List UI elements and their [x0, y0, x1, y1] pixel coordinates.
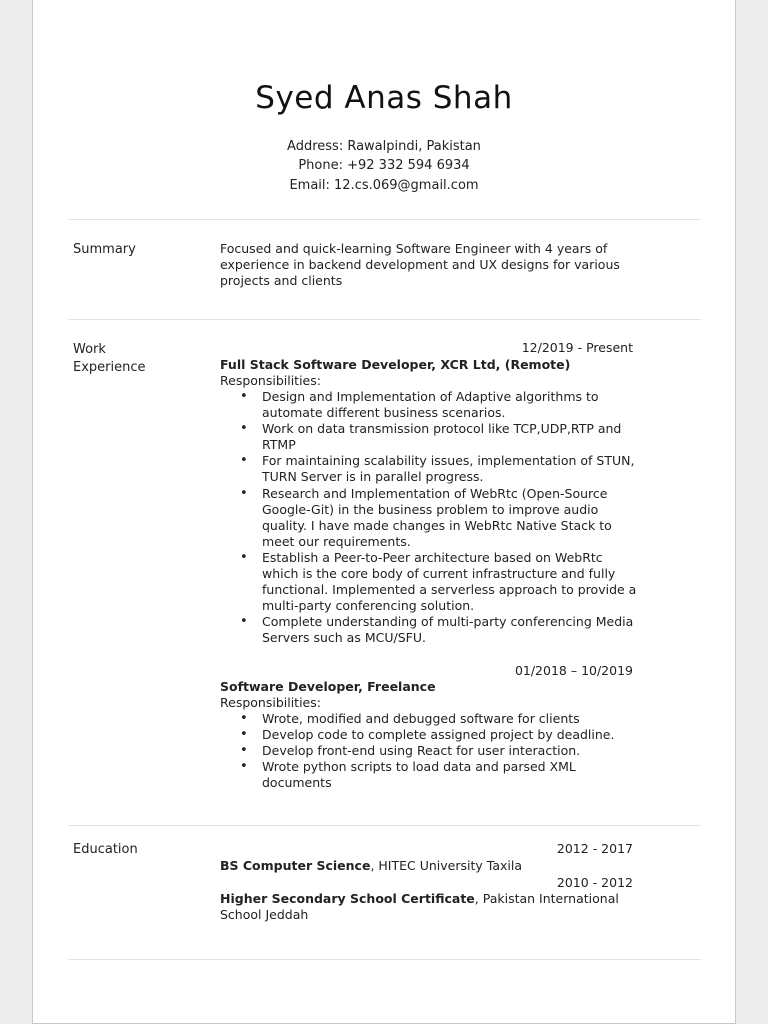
education-2-entry — [220, 891, 638, 923]
job-2-title: Software Developer, Freelance — [220, 679, 436, 694]
list-item: • Research and Implementation of WebRtc (Open-Source Google-Git) in the business problem to improve audio quality. I have made changes in WebRtc Native Stack to meet our requirements. — [240, 485, 612, 549]
list-item: • Wrote, modified and debugged software for clients — [240, 711, 580, 726]
education-2-institution: , Pakistan International School Jeddah — [220, 891, 619, 922]
summary-label: Summary — [73, 242, 136, 257]
work-label-line1: Work — [73, 342, 106, 357]
education-2-degree: Higher Secondary School Certificate — [220, 891, 475, 906]
bullet-icon: • — [240, 743, 248, 759]
bullet-icon: • — [240, 614, 248, 630]
bullet-icon: • — [240, 711, 248, 726]
job-2-dates: 01/2018 – 10/2019 — [514, 663, 633, 678]
bullet-icon: • — [240, 549, 248, 565]
divider — [68, 319, 701, 320]
education-label: Education — [73, 842, 138, 857]
phone-line: Phone: +92 332 594 6934 — [298, 158, 470, 173]
resume-name: Syed Anas Shah — [255, 80, 513, 116]
email-line: Email: 12.cs.069@gmail.com — [289, 178, 479, 193]
job-2-responsibilities-label: Responsibilities: — [220, 695, 321, 710]
list-item: • For maintaining scalability issues, implementation of STUN, TURN Server is in parallel progress. — [240, 453, 635, 485]
job-2-responsibilities-list — [220, 711, 640, 791]
resume-page — [32, 0, 736, 1024]
work-experience-label — [73, 341, 203, 377]
education-1-dates: 2012 - 2017 — [556, 841, 633, 856]
job-1-responsibilities-label: Responsibilities: — [220, 373, 321, 388]
bullet-icon: • — [240, 727, 248, 743]
list-item: • Establish a Peer-to-Peer architecture based on WebRtc which is the core body of current infrastructure and fully functional. Implemented a serverless approach to provide a multi-party conferencing solution. — [240, 549, 637, 614]
bullet-icon: • — [240, 453, 248, 469]
list-item: • Wrote python scripts to load data and parsed XML documents — [240, 759, 576, 791]
divider — [68, 959, 701, 960]
list-item: • Develop front-end using React for user interaction. — [240, 743, 581, 759]
education-2-dates: 2010 - 2012 — [556, 875, 633, 890]
bullet-icon: • — [240, 421, 248, 437]
list-item: • Work on data transmission protocol like TCP,UDP,RTP and RTMP — [240, 421, 622, 453]
divider — [68, 825, 701, 826]
bullet-icon: • — [240, 389, 248, 404]
bullet-icon: • — [240, 485, 248, 501]
list-item: • Complete understanding of multi-party conferencing Media Servers such as MCU/SFU. — [240, 614, 634, 646]
job-1-title: Full Stack Software Developer, XCR Ltd, (Remote) — [220, 357, 571, 372]
address-line: Address: Rawalpindi, Pakistan — [287, 139, 481, 154]
education-1-institution: , HITEC University Taxila — [370, 858, 522, 873]
list-item: • Develop code to complete assigned project by deadline. — [240, 727, 615, 743]
summary-text: Focused and quick-learning Software Engineer with 4 years of experience in backend development and UX designs for various projects and clients — [220, 241, 620, 288]
job-1-responsibilities-list — [220, 389, 640, 647]
job-1-dates: 12/2019 - Present — [521, 340, 633, 355]
divider — [68, 219, 701, 220]
work-label-line2: Experience — [73, 360, 146, 375]
bullet-icon: • — [240, 759, 248, 775]
education-1-entry — [220, 858, 638, 874]
list-item: • Design and Implementation of Adaptive algorithms to automate different business scenarios. — [240, 389, 599, 421]
education-1-degree: BS Computer Science — [220, 858, 371, 873]
